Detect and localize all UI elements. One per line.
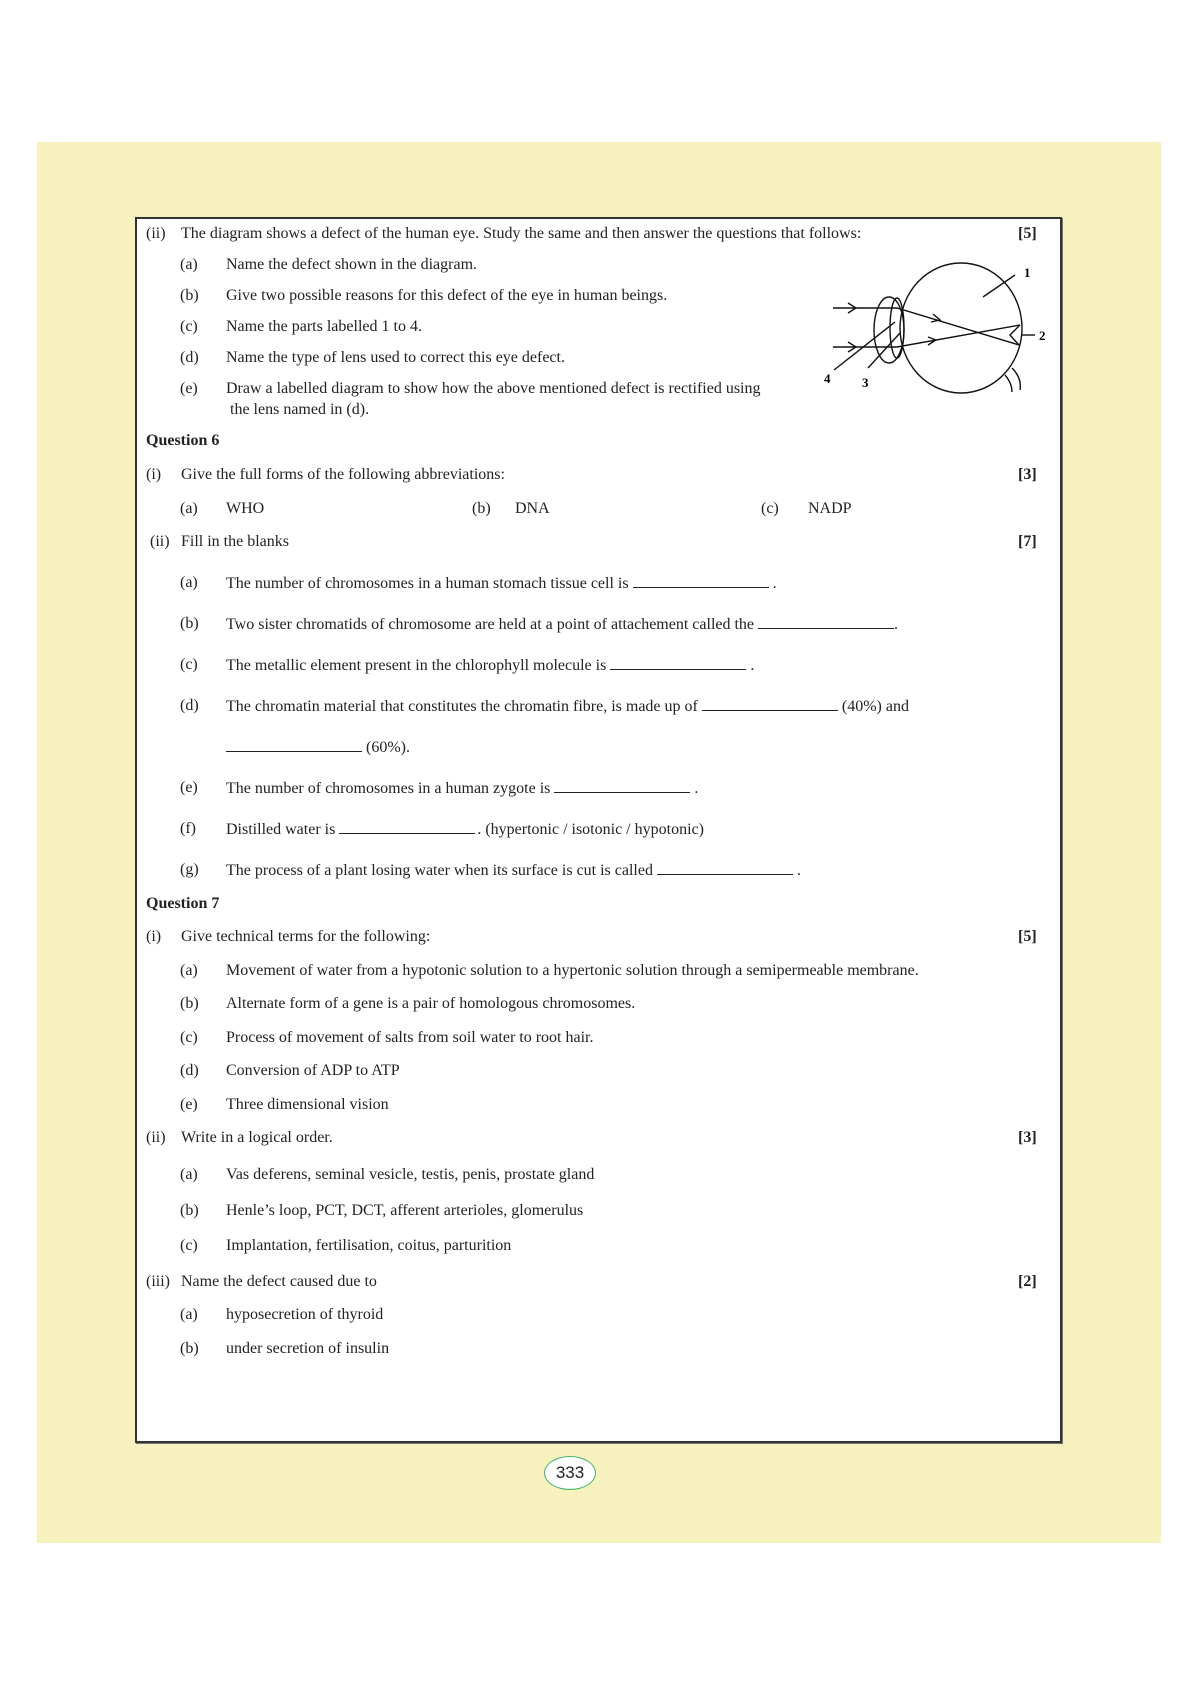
q6-ii-text: Fill in the blanks xyxy=(181,533,289,550)
item-label: (a) xyxy=(180,1166,198,1183)
item-text: The metallic element present in the chlorophyll molecule is xyxy=(226,657,607,674)
item-label: (a) xyxy=(180,500,198,517)
item-text: Henle’s loop, PCT, DCT, afferent arterioles, glomerulus xyxy=(226,1202,584,1219)
item-label: (e) xyxy=(180,779,198,796)
item-text: Conversion of ADP to ATP xyxy=(226,1062,400,1079)
q6-i-text: Give the full forms of the following abbreviations: xyxy=(181,466,505,483)
item-text: Vas deferens, seminal vesicle, testis, penis, prostate gland xyxy=(226,1166,595,1183)
item-label: (b) xyxy=(472,500,491,517)
answer-blank[interactable] xyxy=(554,778,690,793)
item-text: The number of chromosomes in a human stomach tissue cell is xyxy=(226,575,629,592)
pointer-1 xyxy=(983,275,1015,297)
fill-blank-item xyxy=(226,573,777,594)
item-after: (40%) and xyxy=(841,698,909,715)
item-label: (a) xyxy=(180,574,198,591)
item-text: Name the type of lens used to correct this eye defect. xyxy=(226,349,565,366)
item-label: (f) xyxy=(180,820,196,837)
item-label: (c) xyxy=(180,1237,198,1254)
item-after: . xyxy=(796,862,801,879)
item-text: The number of chromosomes in a human zygote is xyxy=(226,780,551,797)
q7-iii-text: Name the defect caused due to xyxy=(181,1273,377,1290)
fill-blank-item xyxy=(226,860,801,881)
q7-iii-number: (iii) xyxy=(146,1273,170,1290)
q7-ii-number: (ii) xyxy=(146,1129,166,1146)
item-after: . xyxy=(772,575,777,592)
answer-blank[interactable] xyxy=(702,696,838,711)
item-text: Name the parts labelled 1 to 4. xyxy=(226,318,422,335)
q6-ii-marks: [7] xyxy=(1018,533,1037,550)
optic-nerve xyxy=(1005,368,1020,392)
item-text: NADP xyxy=(808,500,852,517)
fill-blank-item xyxy=(226,696,909,717)
q7-ii-text: Write in a logical order. xyxy=(181,1129,333,1146)
answer-blank[interactable] xyxy=(633,573,769,588)
item-label: (c) xyxy=(180,656,198,673)
item-text: Two sister chromatids of chromosome are held at a point of attachement called the xyxy=(226,616,755,633)
q7-i-marks: [5] xyxy=(1018,928,1037,945)
item-after: . xyxy=(894,616,899,633)
item-text: Process of movement of salts from soil water to root hair. xyxy=(226,1029,594,1046)
q7-i-number: (i) xyxy=(146,928,162,945)
item-label: (d) xyxy=(180,1062,199,1079)
answer-blank[interactable] xyxy=(758,614,894,629)
page-number: 333 xyxy=(544,1456,596,1490)
q7-ii-marks: [3] xyxy=(1018,1129,1037,1146)
answer-blank[interactable] xyxy=(226,737,362,752)
item-label: (g) xyxy=(180,861,199,878)
item-label: (a) xyxy=(180,1306,198,1323)
diagram-label-4: 4 xyxy=(824,371,831,386)
eye-defect-diagram xyxy=(820,250,1070,410)
item-label: (b) xyxy=(180,615,199,632)
q5-ii-text: The diagram shows a defect of the human eye. Study the same and then answer the questions that follows: xyxy=(181,225,862,242)
item-text: hyposecretion of thyroid xyxy=(226,1306,384,1323)
q6-i-number: (i) xyxy=(146,466,162,483)
fill-blank-item xyxy=(226,614,898,635)
q6-ii-number: (ii) xyxy=(150,533,170,550)
q7-iii-marks: [2] xyxy=(1018,1273,1037,1290)
diagram-label-1: 1 xyxy=(1024,265,1031,280)
item-after: . xyxy=(750,657,755,674)
diagram-label-2: 2 xyxy=(1039,328,1046,343)
item-text: The process of a plant losing water when its surface is cut is called xyxy=(226,862,653,879)
question-6-title: Question 6 xyxy=(146,432,220,449)
item-text: Alternate form of a gene is a pair of homologous chromosomes. xyxy=(226,995,636,1012)
item-after: . (hypertonic / isotonic / hypotonic) xyxy=(477,821,704,838)
item-text: Give two possible reasons for this defect of the eye in human beings. xyxy=(226,287,668,304)
item-label: (c) xyxy=(761,500,779,517)
item-text: Implantation, fertilisation, coitus, parturition xyxy=(226,1237,512,1254)
item-label: (d) xyxy=(180,349,199,366)
item-label: (a) xyxy=(180,962,198,979)
eye-lens xyxy=(890,298,904,358)
item-text: Movement of water from a hypotonic solution to a hypertonic solution through a semipermeable membrane. xyxy=(226,962,919,979)
answer-blank[interactable] xyxy=(610,655,746,670)
fill-blank-item xyxy=(226,819,704,840)
item-label: (e) xyxy=(180,380,198,397)
item-after: (60%). xyxy=(366,739,410,756)
item-label: (b) xyxy=(180,995,199,1012)
light-ray-bottom xyxy=(833,325,1020,347)
item-label: (b) xyxy=(180,1202,199,1219)
item-text: under secretion of insulin xyxy=(226,1340,390,1357)
item-after: . xyxy=(694,780,699,797)
answer-blank[interactable] xyxy=(339,819,475,834)
q6-i-marks: [3] xyxy=(1018,466,1037,483)
item-text: Name the defect shown in the diagram. xyxy=(226,256,478,273)
fill-blank-item xyxy=(226,655,754,676)
item-text-cont: the lens named in (d). xyxy=(230,401,370,418)
item-label: (c) xyxy=(180,1029,198,1046)
item-label: (c) xyxy=(180,318,198,335)
diagram-label-3: 3 xyxy=(862,375,869,390)
answer-blank[interactable] xyxy=(657,860,793,875)
light-ray-top xyxy=(833,308,1019,345)
item-label: (e) xyxy=(180,1096,198,1113)
pointer-3 xyxy=(868,333,900,368)
fill-blank-item xyxy=(226,778,698,799)
fill-blank-item-cont xyxy=(226,737,410,758)
q7-i-text: Give technical terms for the following: xyxy=(181,928,431,945)
item-text: WHO xyxy=(226,500,265,517)
item-text: Three dimensional vision xyxy=(226,1096,389,1113)
item-text: The chromatin material that constitutes the chromatin fibre, is made up of xyxy=(226,698,698,715)
item-label: (d) xyxy=(180,697,199,714)
item-text: Draw a labelled diagram to show how the above mentioned defect is rectified using xyxy=(226,380,761,397)
question-7-title: Question 7 xyxy=(146,895,220,912)
item-label: (b) xyxy=(180,1340,199,1357)
item-text: DNA xyxy=(515,500,550,517)
item-label: (b) xyxy=(180,287,199,304)
q5-ii-marks: [5] xyxy=(1018,225,1037,242)
item-text: Distilled water is xyxy=(226,821,336,838)
item-label: (a) xyxy=(180,256,198,273)
q5-ii-number: (ii) xyxy=(146,225,166,242)
